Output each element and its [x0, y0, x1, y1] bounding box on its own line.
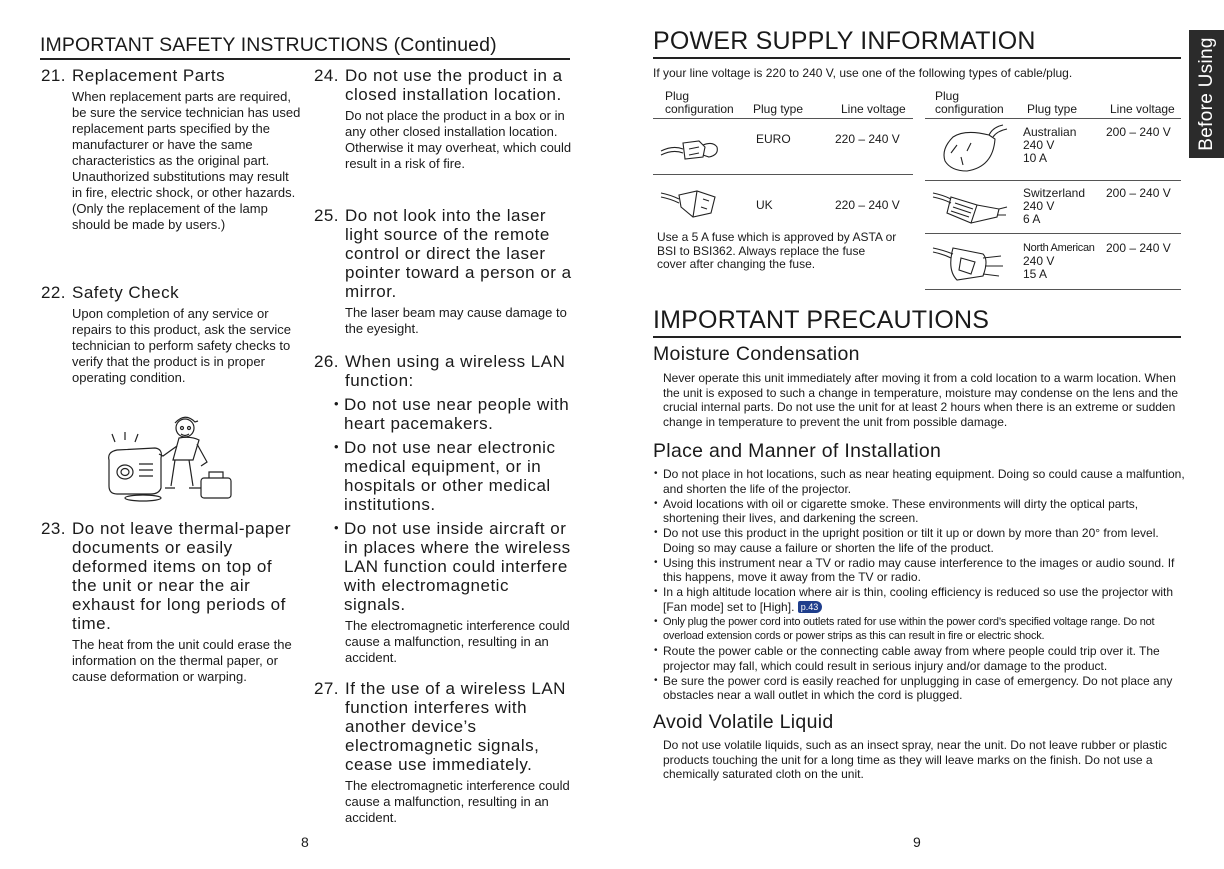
item-21 — [41, 66, 301, 233]
volatile-title: Avoid Volatile Liquid — [653, 711, 834, 733]
switzerland-plug-icon — [931, 187, 1009, 229]
volatile-body: Do not use volatile liquids, such as an insect spray, near the unit. Do not leave rubber or plastic products touching the unit for a long time as they will leave marks on the finish. Do not use a chemically saturated cloth on the unit. — [663, 738, 1168, 781]
item-title: Do not look into the laser light source of the remote control or direct the laser pointer toward a person or a mirror. — [345, 206, 572, 301]
item-title: When using a wireless LAN function: — [345, 352, 566, 390]
item-title: Replacement Parts — [72, 66, 226, 85]
item-24 — [314, 66, 574, 172]
item-27 — [314, 679, 574, 826]
plug-rating-voltage: 240 V — [1023, 254, 1055, 268]
plug-type-name: Australian — [1023, 125, 1077, 139]
euro-plug-icon — [659, 129, 721, 163]
moisture-title: Moisture Condensation — [653, 343, 860, 365]
header-plug-type: Plug type — [1027, 102, 1078, 116]
table-row — [925, 181, 1181, 234]
plug-type: UK — [756, 198, 773, 212]
list-item: • Using this instrument near a TV or radio may cause interference to the images or audio sound. If this happens, move it away from the TV or radio. — [653, 556, 1185, 585]
item-number: 27. — [314, 679, 339, 698]
technician-illustration — [103, 412, 235, 504]
header-line-voltage: Line voltage — [841, 102, 906, 116]
list-item: • Only plug the power cord into outlets rated for use within the power cord’s specified voltage range. Do not overload extension cords or power strips as this can result in fire or electric shock. — [653, 615, 1185, 644]
list-item: • Avoid locations with oil or cigarette smoke. These environments will dirty the optical parts, shortening their lives, and darkening the screen. — [653, 497, 1185, 526]
list-item: • Route the power cable or the connecting cable away from where people could trip over it. The projector may fall, which could result in serious injury and/or damage to the product. — [653, 644, 1185, 673]
precautions-title: IMPORTANT PRECAUTIONS — [653, 306, 1181, 338]
item-body: The electromagnetic interference could cause a malfunction, resulting in an accident. — [345, 778, 570, 825]
power-supply-title: POWER SUPPLY INFORMATION — [653, 27, 1181, 59]
line-voltage: 220 – 240 V — [835, 198, 900, 212]
plug-rating-current: 15 A — [1023, 267, 1048, 281]
item-number: 22. — [41, 283, 66, 302]
section-tab-label: Before Using — [1195, 37, 1217, 151]
plug-rating-voltage: 240 V — [1023, 138, 1055, 152]
plug-rating-current: 6 A — [1023, 212, 1041, 226]
list-item: • Do not use this product in the upright position or tilt it up or down by more than 20° from level. Doing so may cause a failure or shorten the life of the product. — [653, 526, 1185, 555]
table-row — [653, 119, 913, 175]
page-reference-link[interactable]: p.43 — [798, 601, 823, 613]
item-body: Upon completion of any service or repairs to this product, ask the service technician to perform safety checks to verify that the product is in proper operating condition. — [72, 306, 291, 385]
item-body: The electromagnetic interference could cause a malfunction, resulting in an accident. — [345, 618, 570, 665]
item-22 — [41, 283, 301, 386]
fuse-note: Use a 5 A fuse which is approved by ASTA or BSI to BSI362. Always replace the fuse cover after changing the fuse. — [657, 230, 897, 271]
altitude-text: In a high altitude location where air is thin, cooling efficiency is reduced so use the projector with [Fan mode] set to [High]. — [663, 585, 1174, 614]
bullet-item: • Do not use near electronic medical equipment, or in hospitals or other medical institutions. — [334, 438, 574, 514]
plug-type — [1023, 187, 1085, 226]
page-number: 8 — [301, 834, 309, 850]
list-item: • Do not place in hot locations, such as near heating equipment. Doing so could cause a malfuntion, and shorten the life of the projector. — [653, 467, 1185, 496]
item-title: Do not use the product in a closed installation location. — [345, 66, 563, 104]
column-1 — [41, 66, 301, 766]
table-row — [653, 175, 913, 287]
section-tab[interactable] — [1189, 30, 1224, 158]
item-25 — [314, 206, 574, 337]
plug-rating-voltage: 240 V — [1023, 199, 1055, 213]
line-voltage: 200 – 240 V — [1106, 241, 1171, 255]
table-header — [653, 89, 913, 119]
table-row — [925, 234, 1181, 290]
item-body: When replacement parts are required, be sure the service technician has used replacement parts specified by the manufacturer or have the same characteristics as the original part. Unauthorized substitutions may result in fire, electric shock, or other hazards. (Only the replacement of the lamp should be made by users.) — [72, 89, 301, 232]
page-number: 9 — [913, 834, 921, 850]
table-row — [925, 119, 1181, 181]
header-plug-configuration: Plug configuration — [935, 89, 1004, 116]
item-number: 23. — [41, 519, 66, 538]
plug-type-name: Switzerland — [1023, 186, 1086, 200]
plug-type-name: North American — [1023, 242, 1095, 254]
list-item: • Be sure the power cord is easily reached for unplugging in case of emergency. Do not place any obstacles near a wall outlet in which the cord is plugged. — [653, 674, 1185, 703]
line-voltage: 200 – 240 V — [1106, 186, 1171, 200]
list-item — [653, 585, 1185, 614]
line-voltage: 200 – 240 V — [1106, 125, 1171, 139]
item-number: 24. — [314, 66, 339, 85]
item-title: Do not leave thermal-paper documents or easily deformed items on top of the unit or near the air exhaust for long periods of time. — [72, 519, 292, 633]
bullet-item: • Do not use inside aircraft or in places where the wireless LAN function could interfere with electromagnetic signals. — [334, 519, 574, 614]
item-number: 25. — [314, 206, 339, 225]
item-23 — [41, 519, 301, 685]
north-american-plug-icon — [931, 240, 1009, 286]
moisture-body: Never operate this unit immediately after moving it from a cold location to a warm location. When the unit is exposed to such a change in temperature, moisture may condense on the lens and the crucial internal parts. Do not use the unit for at least 2 hours when there is an extreme or sudden change in temperature to prevent the unit from possible damage. — [663, 371, 1178, 429]
header-plug-configuration: Plug configuration — [665, 89, 734, 116]
page-header: IMPORTANT SAFETY INSTRUCTIONS (Continued) — [40, 34, 570, 60]
plug-type — [1023, 242, 1095, 281]
item-body: The laser beam may cause damage to the eyesight. — [345, 305, 567, 336]
item-title: Safety Check — [72, 283, 180, 302]
plug-table-left — [653, 89, 913, 287]
item-number: 26. — [314, 352, 339, 371]
installation-title: Place and Manner of Installation — [653, 440, 942, 462]
table-header — [925, 89, 1181, 119]
plug-type — [1023, 126, 1076, 165]
uk-plug-icon — [659, 183, 721, 221]
item-number: 21. — [41, 66, 66, 85]
item-26 — [314, 352, 574, 666]
header-line-voltage: Line voltage — [1110, 102, 1175, 116]
power-intro: If your line voltage is 220 to 240 V, use one of the following types of cable/plug. — [653, 66, 1073, 80]
item-body: The heat from the unit could erase the information on the thermal paper, or cause deformation or warping. — [72, 637, 292, 684]
column-2 — [314, 66, 574, 826]
right-page — [612, 0, 1224, 869]
line-voltage: 220 – 240 V — [835, 132, 900, 146]
plug-table-right — [925, 89, 1181, 290]
item-title: If the use of a wireless LAN function interferes with another device’s electromagnetic signals, cease use immediately. — [345, 679, 566, 774]
installation-list — [653, 467, 1185, 703]
bullet-item: • Do not use near people with heart pacemakers. — [334, 395, 574, 433]
australian-plug-icon — [931, 123, 1009, 175]
plug-rating-current: 10 A — [1023, 151, 1048, 165]
header-plug-type: Plug type — [753, 102, 804, 116]
item-body: Do not place the product in a box or in any other closed installation location. Otherwise it may overheat, which could result in a risk of fire. — [345, 108, 572, 171]
plug-type: EURO — [756, 132, 791, 146]
